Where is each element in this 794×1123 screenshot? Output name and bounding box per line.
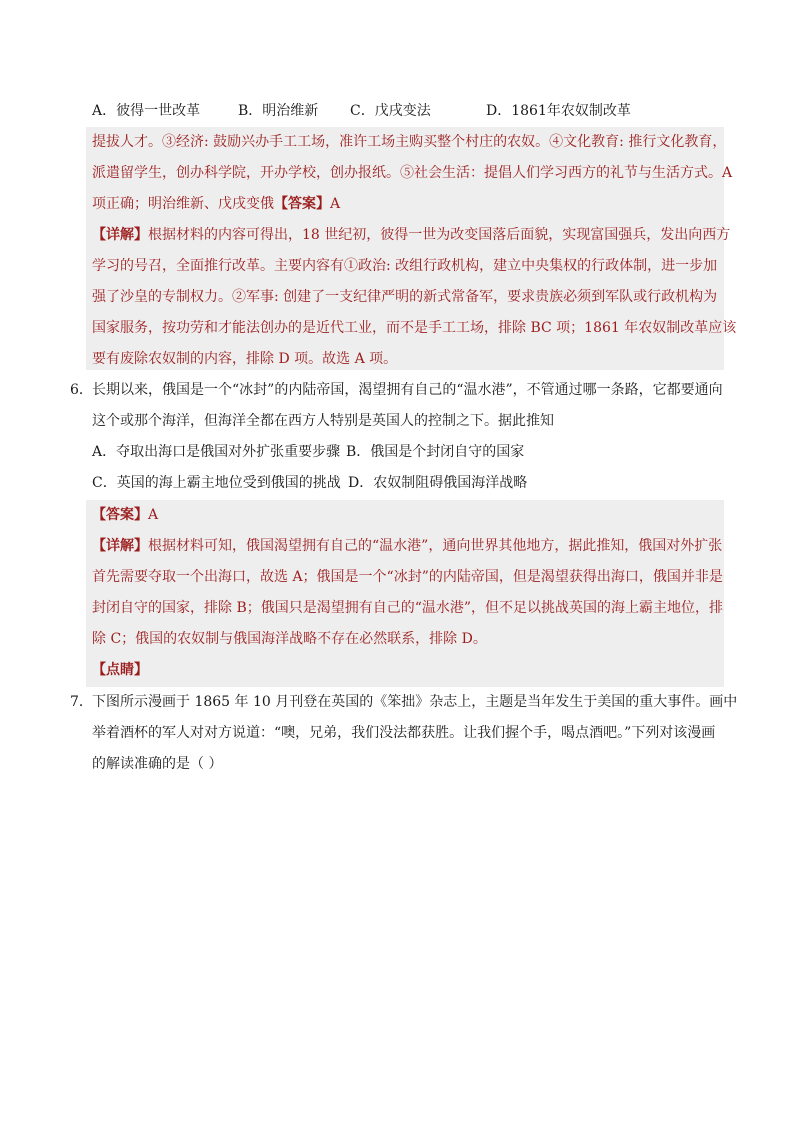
q5-option-c[interactable]: C．戊戌变法 [350,103,431,119]
q6-answer-block [86,500,724,687]
q5-answer-label: 【答案】 [274,196,330,212]
q5-option-b[interactable]: B．明治维新 [238,103,319,119]
q7-stem-line-2: 举着酒杯的军人对对方说道：“噢，兄弟，我们没法都获胜。让我们握个手，喝点酒吧。”下列对该漫画 [92,725,716,741]
q6-answer-label: 【答案】 [92,507,148,523]
q6-answer-value: A [148,507,159,523]
q6-detail-label: 【详解】 [92,538,148,554]
q5-detail-line-5: 要有废除农奴制的内容，排除 D 项。故选 A 项。 [92,351,398,367]
q5-analysis-line-1: 提拔人才。③经济: 鼓励兴办手工工场，准许工场主购买整个村庄的农奴。④文化教育: 推行文化教育， [92,134,727,150]
q6-option-d[interactable]: D．农奴制阻碍俄国海洋战略 [348,475,528,491]
q6-detail-line-3: 封闭自守的国家，排除 B；俄国只是渴望拥有自己的“温水港”，但不足以挑战英国的海上霸主地位，排 [92,600,724,616]
q5-analysis-line-2: 派遣留学生，创办科学院，开办学校，创办报纸。⑤社会生活：提倡人们学习西方的礼节与生活方式。A [92,165,733,181]
q5-answer-value: A [330,196,341,212]
q6-detail-text-1: 根据材料可知，俄国渴望拥有自己的“温水港”，通向世界其他地方，据此推知，俄国对外扩张 [148,538,723,554]
q6-detail-line-1 [92,536,722,556]
q5-detail-label: 【详解】 [92,227,148,243]
q6-stem-line-2: 这个或那个海洋，但海洋全都在西方人特别是英国人的控制之下。据此推知 [92,413,554,429]
q5-option-a[interactable]: A．彼得一世改革 [92,103,201,119]
q7-stem-line-1: 下图所示漫画于 1865 年 10 月刊登在英国的《笨拙》杂志上，主题是当年发生于美国的重大事件。画中 [92,694,738,710]
q7-stem-line-3: 的解读准确的是（ ） [92,756,223,772]
q5-analysis-line-3 [92,194,340,214]
q6-comment-label: 【点睛】 [92,662,148,678]
q7-number: 7． [70,694,93,710]
q6-detail-line-2: 首先需要夺取一个出海口，故选 A；俄国是一个“冰封”的内陆帝国，但是渴望获得出海口，俄国并非是 [92,569,723,585]
q5-detail-line-2: 学习的号召，全面推行改革。主要内容有①政治: 改组行政机构，建立中央集权的行政体制，进一步加 [92,258,718,274]
q6-option-b[interactable]: B．俄国是个封闭自守的国家 [346,444,525,460]
q5-detail-line-1 [92,225,730,245]
q6-stem-line-1: 长期以来，俄国是一个“冰封”的内陆帝国，渴望拥有自己的“温水港”，不管通过哪一条路，它都要通向 [92,382,723,398]
q5-detail-line-3: 强了沙皇的专制权力。②军事: 创建了一支纪律严明的新式常备军，要求贵族必须到军队或行政机构为 [92,289,718,305]
q6-answer-line [92,505,158,525]
q6-detail-line-4: 除 C；俄国的农奴制与俄国海洋战略不存在必然联系，排除 D。 [92,631,487,647]
q6-option-c[interactable]: C．英国的海上霸主地位受到俄国的挑战 [92,475,341,491]
q5-option-d[interactable]: D．1861年农奴制改革 [486,103,631,119]
q5-analysis-line-3-text: 项正确；明治维新、戊戌变俄 [92,196,274,212]
q6-option-a[interactable]: A．夺取出海口是俄国对外扩张重要步骤 [92,444,341,460]
q6-number: 6． [70,382,93,398]
q5-detail-line-4: 国家服务，按功劳和才能法创办的是近代工业，而不是手工工场，排除 BC 项；1861 年农奴制改革应该 [92,320,737,336]
q5-detail-text-1: 根据材料的内容可得出，18 世纪初，彼得一世为改变国落后面貌，实现富国强兵，发出向西方 [148,227,731,243]
